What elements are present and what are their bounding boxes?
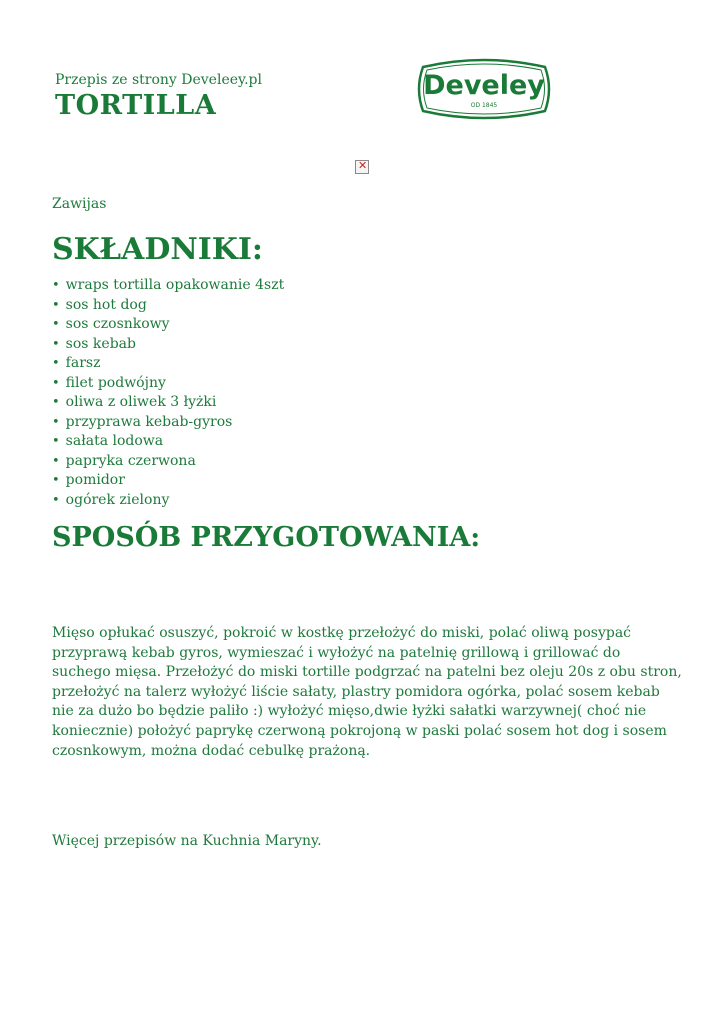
broken-image-icon: ✕: [355, 160, 369, 174]
preparation-text: Mięso opłukać osuszyć, pokroić w kostkę przełożyć do miski, polać oliwą posypać przyprawą kebab gyros, wymieszać i wyłożyć na patelnię grillową i grillować do suchego mięsa. Przełożyć do miski tortille podgrzać na patelni bez oleju 20s z obu stron, przełożyć na talerz wyłożyć liście sałaty, plastry pomidora ogórka, polać sosem kebab nie za dużo bo będzie paliło :) wyłożyć mięso,dwie łyżki sałatki warzywnej( choć nie koniecznie) położyć paprykę czerwoną pokrojoną w paski polać sosem hot dog i sosem czosnkowym, można dodać cebulkę prażoną.: [52, 625, 682, 759]
ingredient-item: • sałata lodowa: [52, 432, 284, 452]
ingredient-item: • oliwa z oliwek 3 łyżki: [52, 393, 284, 413]
ingredient-item: • pomidor: [52, 471, 284, 491]
ingredient-item: • sos hot dog: [52, 296, 284, 316]
ingredient-item: • filet podwójny: [52, 374, 284, 394]
ingredient-item: • farsz: [52, 354, 284, 374]
ingredient-item: • sos czosnkowy: [52, 315, 284, 335]
ingredient-item: • sos kebab: [52, 335, 284, 355]
preparation-heading: SPOSÓB PRZYGOTOWANIA:: [52, 522, 481, 553]
logo-brand-text: Develey: [423, 70, 545, 101]
ingredient-item: • przyprawa kebab-gyros: [52, 413, 284, 433]
footer-text: Więcej przepisów na Kuchnia Maryny.: [52, 833, 322, 849]
develey-logo: [415, 57, 553, 121]
intro-text: Zawijas: [52, 196, 107, 212]
ingredients-heading: SKŁADNIKI:: [52, 232, 263, 267]
ingredients-list: [52, 276, 284, 510]
page-title: TORTILLA: [55, 90, 217, 121]
ingredient-item: • papryka czerwona: [52, 452, 284, 472]
ingredient-item: • wraps tortilla opakowanie 4szt: [52, 276, 284, 296]
logo-tagline-text: OD 1845: [470, 102, 498, 109]
ingredient-item: • ogórek zielony: [52, 491, 284, 511]
source-line: Przepis ze strony Develeey.pl: [55, 72, 262, 88]
